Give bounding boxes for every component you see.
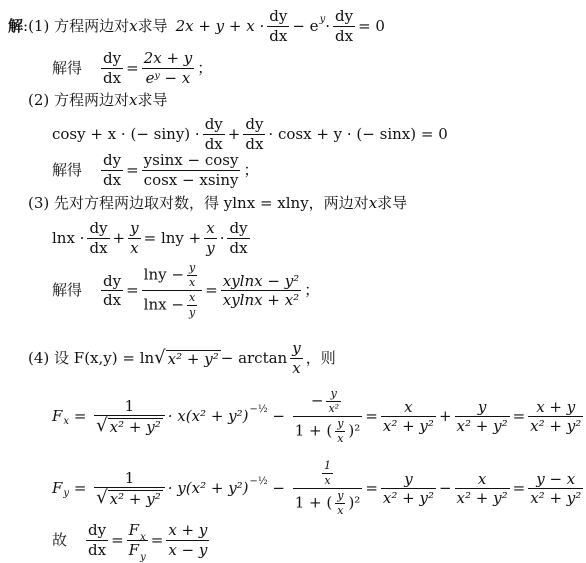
line-6: 解得 $\frac{dy}{dx}$ = lny − $\frac{y}{x}$ lnx − $\frac{x}{y}$ = $\frac{\text{xylnx − y²}}{\text{xylnx + x²}}$ ； <box>52 261 320 320</box>
derive-text: 求导 <box>137 16 168 35</box>
eq1-start: 2x + y + x · <box>175 16 265 35</box>
result-1-frac: $\frac{2x + y}{\text{eʸ − x}}$ <box>143 49 193 87</box>
dy-dx-frac: $\frac{dy}{dx}$ <box>103 49 122 87</box>
line-2: 解得 $\frac{dy}{dx}$ = $\frac{2x + y}{\text{eʸ − x}}$ ； <box>52 49 213 87</box>
result-2-frac: $\frac{ysinx - \cos y}{\cos x - xsiny}$ <box>143 151 239 189</box>
fy-line: F y = 1 √ x² + y² · y(x² + y²) −½ − $\frac{1}{x}$ 1 + ( $\frac{y}{x}$ )² = $\frac{y}{\text{x² + y²}}$ − $\frac{x}{\text{x² + y²}}$ = $\frac{y - x}{\text{x² + y²}}$ <box>52 459 582 518</box>
final-line: 故 $\frac{dy}{dx}$ = $\frac{F_x}{F_y}$ = $\frac{x + y}{x - y}$ <box>52 521 208 563</box>
part-2-heading: (2) 方程两边对 x 求导 <box>28 91 168 109</box>
exp-y: y <box>319 13 326 25</box>
line-4: 解得 $\frac{dy}{dx}$ = $\frac{ysinx - \cos y}{\cos x - xsiny}$ ； <box>52 151 259 189</box>
solution-label: 解 <box>8 16 24 35</box>
part-4-heading: (4) 设 F(x,y) = ln √ x² + y² − arctan $\frac{y}{x}$ ，则 <box>28 339 336 377</box>
part-1-heading: :(1) 方程两边对 <box>23 16 130 35</box>
eq1-mid: − e <box>292 16 319 35</box>
solve-label: 解得 <box>52 58 83 77</box>
dy-dx-frac: $\frac{dy}{dx}$ <box>335 7 354 45</box>
var-x: x <box>129 16 138 35</box>
fx-line: F x = 1 √ x² + y² · x(x² + y²) −½ − − $\frac{y}{\text{x²}}$ 1 + ( $\frac{y}{x}$ )² = $\frac{x}{\text{x² + y²}}$ + $\frac{y}{\text{x² + y²}}$ = $\frac{x + y}{\text{x² + y²}}$ <box>52 387 582 446</box>
eq1-dot: · <box>325 16 330 35</box>
line-5: lnx · $\frac{dy}{dx}$ + $\frac{y}{x}$ = lny + $\frac{x}{y}$ · $\frac{dy}{dx}$ <box>52 219 248 257</box>
line-1 <box>8 8 385 44</box>
dy-dx-frac: $\frac{dy}{dx}$ <box>269 7 288 45</box>
part-3-heading: (3) 先对方程两边取对数，得 ylnx = xlny，两边对 x 求导 <box>28 194 408 212</box>
result-3-frac: lny − $\frac{y}{x}$ lnx − $\frac{x}{y}$ <box>142 262 203 319</box>
line-3: cosy + x · (− siny) · $\frac{dy}{dx}$ + $\frac{dy}{dx}$ · cosx + y · (− sinx) = 0 <box>52 115 448 153</box>
eq1-zero: = 0 <box>358 16 385 35</box>
